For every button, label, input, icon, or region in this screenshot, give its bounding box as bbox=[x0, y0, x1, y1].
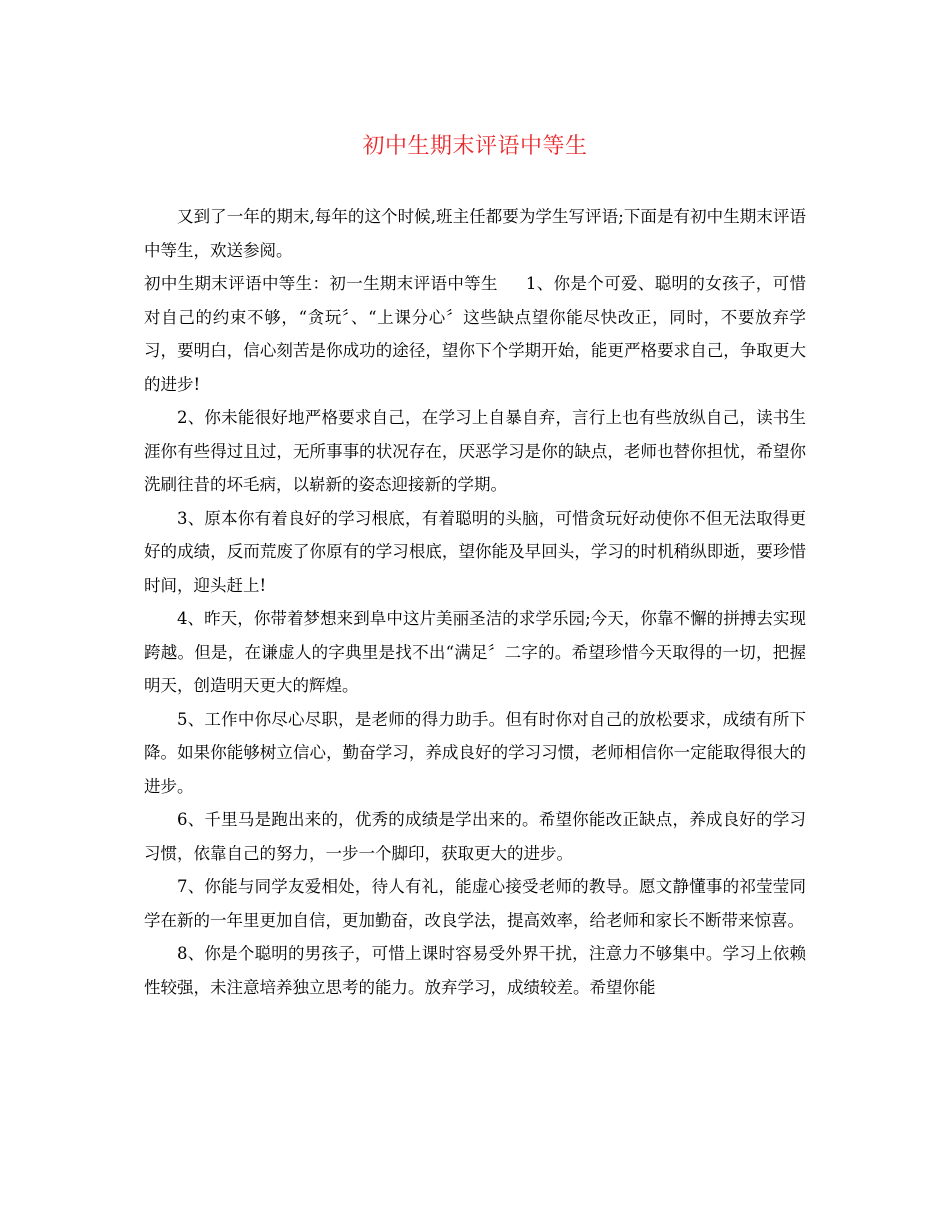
paragraph-2: 2、你未能很好地严格要求自己，在学习上自暴自弃，言行上也有些放纵自己，读书生涯你有些得过且过，无所事事的状况存在，厌恶学习是你的缺点，老师也替你担忧，希望你洗刷往昔的坏毛病，以崭新的姿态迎接新的学期。 bbox=[144, 408, 806, 494]
paragraph-8: 8、你是个聪明的男孩子，可惜上课时容易受外界干扰，注意力不够集中。学习上依赖性较强，未注意培养独立思考的能力。放弃学习，成绩较差。希望你能 bbox=[144, 944, 806, 997]
paragraph-3: 3、原本你有着良好的学习根底，有着聪明的头脑，可惜贪玩好动使你不但无法取得更好的成绩，反而荒废了你原有的学习根底，望你能及早回头，学习的时机稍纵即逝，要珍惜时间，迎头赶上! bbox=[144, 508, 806, 595]
paragraph-7: 7、你能与同学友爱相处，待人有礼，能虚心接受老师的教导。愿文静懂事的祁莹莹同学在新的一年里更加自信，更加勤奋，改良学法，提高效率，给老师和家长不断带来惊喜。 bbox=[144, 877, 806, 930]
paragraph-1-text: 1、你是个可爱、聪明的女孩子，可惜对自己的约束不够，“贪玩〞、“上课分心〞这些缺点望你能尽快改正，同时，不要放弃学习，要明白，信心刻苦是你成功的途径，望你下个学期开始，能更严格要求自己，争取更大的进步! bbox=[144, 274, 807, 394]
intro-paragraph: 又到了一年的期末,每年的这个时候,班主任都要为学生写评语;下面是有初中生期末评语中等生，欢送参阅。 bbox=[144, 207, 806, 260]
paragraph-6: 6、千里马是跑出来的，优秀的成绩是学出来的。希望你能改正缺点，养成良好的学习习惯，依靠自己的努力，一步一个脚印，获取更大的进步。 bbox=[144, 810, 806, 863]
subheading: 初中生期末评语中等生：初一生期末评语中等生 bbox=[144, 274, 498, 293]
paragraph-1 bbox=[144, 267, 806, 401]
document-body bbox=[144, 200, 806, 1004]
paragraph-4: 4、昨天，你带着梦想来到阜中这片美丽圣洁的求学乐园;今天，你靠不懈的拼搏去实现跨越。但是，在谦虚人的字典里是找不出“满足〞二字的。希望珍惜今天取得的一切，把握明天，创造明天更大的辉煌。 bbox=[144, 609, 806, 695]
document-title: 初中生期末评语中等生 bbox=[362, 134, 588, 159]
paragraph-5: 5、工作中你尽心尽职，是老师的得力助手。但有时你对自己的放松要求，成绩有所下降。如果你能够树立信心，勤奋学习，养成良好的学习习惯，老师相信你一定能取得很大的进步。 bbox=[144, 709, 806, 796]
